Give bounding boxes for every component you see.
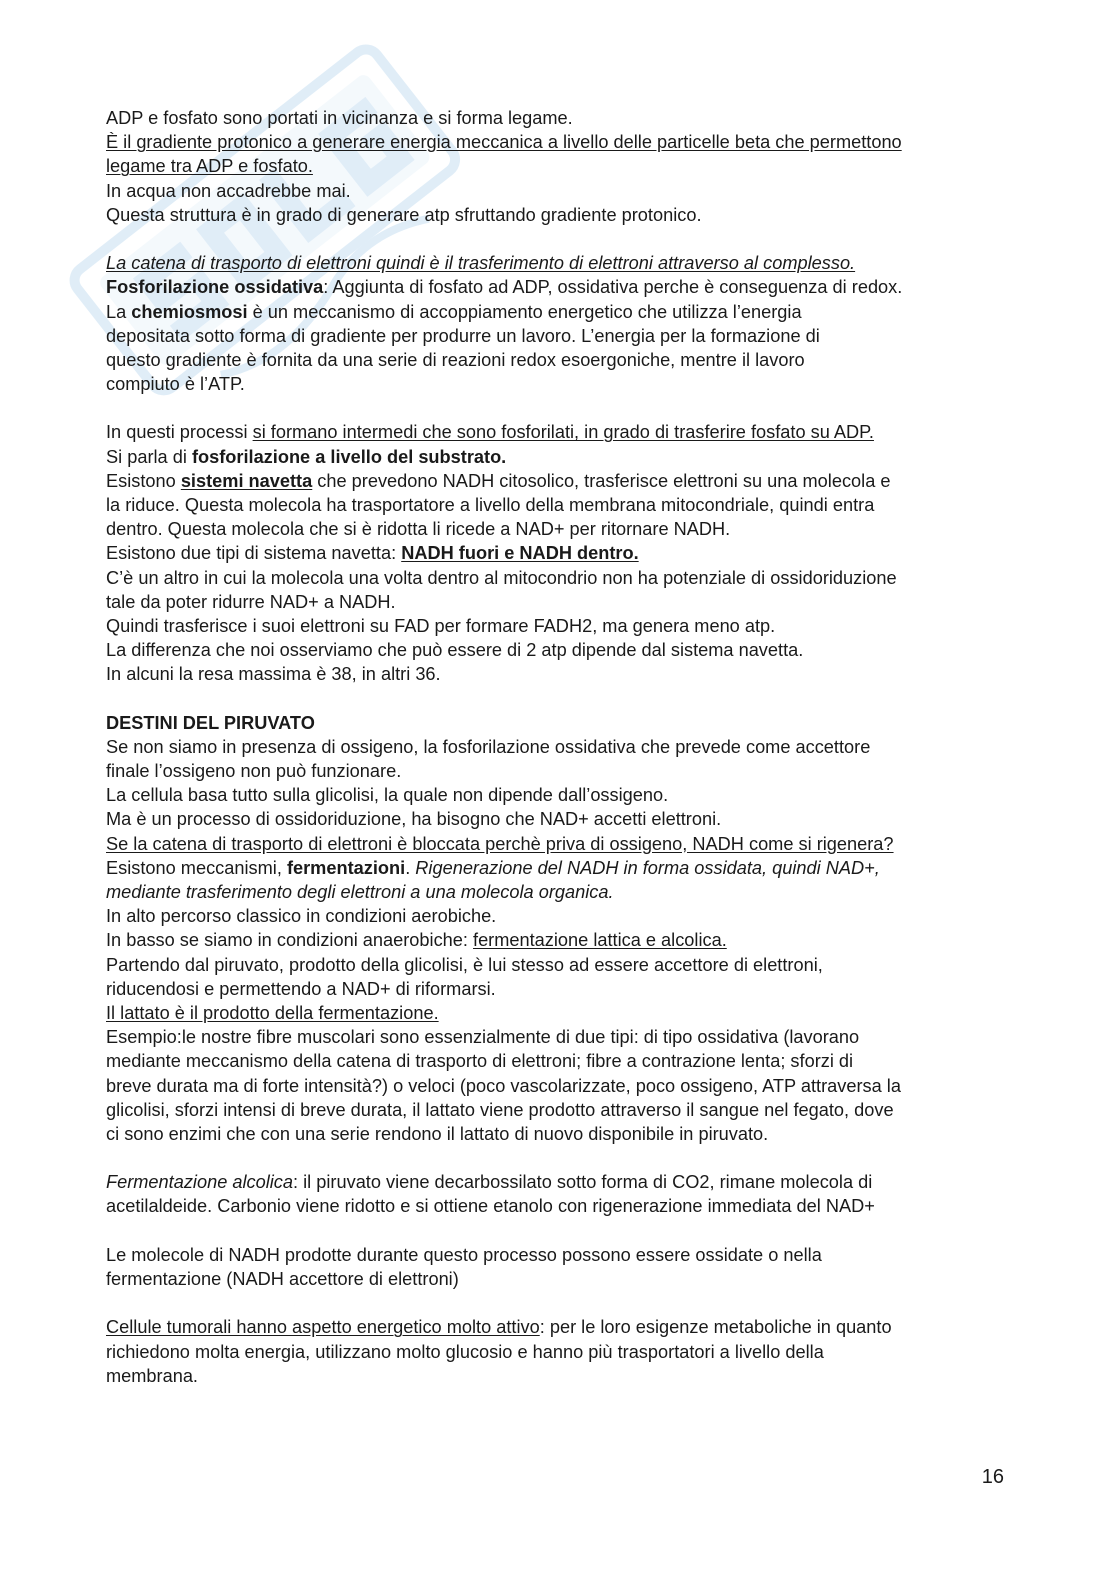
text-segment: si formano intermedi che sono fosforilati, in grado di trasferire fosfato su ADP. [252, 422, 874, 443]
blank-line [106, 1146, 1016, 1170]
text-line [106, 614, 1016, 638]
text-segment: mediante trasferimento degli elettroni a una molecola organica. [106, 882, 614, 902]
text-segment: Rigenerazione del NADH in forma ossidata, quindi NAD+, [415, 857, 880, 878]
text-line [106, 735, 1016, 759]
blank-line [106, 396, 1016, 420]
text-line [106, 420, 1016, 444]
text-line [106, 154, 1016, 178]
text-line [106, 493, 1016, 517]
text-segment: Esistono [106, 470, 181, 491]
text-segment: tale da poter ridurre NAD+ a NADH. [106, 591, 396, 612]
text-line [106, 445, 1016, 469]
text-line [106, 179, 1016, 203]
text-segment: In acqua non accadrebbe mai. [106, 180, 351, 201]
text-line [106, 348, 1016, 372]
page-number: 16 [981, 1466, 1004, 1488]
text-segment: finale l’ossigeno non può funzionare. [106, 761, 402, 782]
text-segment: Se la catena di trasporto di elettroni è bloccata perchè priva di ossigeno, NADH come si rigenera? [106, 833, 894, 854]
blank-line [106, 1291, 1016, 1315]
text-line [106, 759, 1016, 783]
text-segment: : Aggiunta di fosfato ad ADP, ossidativa perche è conseguenza di redox. [323, 277, 903, 298]
text-line [106, 324, 1016, 348]
text-segment: : il piruvato viene decarbossilato sotto forma di CO2, rimane molecola di [293, 1172, 873, 1193]
text-segment: compiuto è l’ATP. [106, 374, 245, 395]
text-line [106, 783, 1016, 807]
text-segment: La cellula basa tutto sulla glicolisi, la quale non dipende dall’ossigeno. [106, 785, 669, 806]
text-line [106, 1243, 1016, 1267]
text-line [106, 1074, 1016, 1098]
text-line [106, 1098, 1016, 1122]
text-line [106, 856, 1016, 880]
text-segment: chemiosmosi [131, 301, 248, 322]
text-segment: membrana. [106, 1365, 198, 1386]
text-segment: Se non siamo in presenza di ossigeno, la fosforilazione ossidativa che prevede come accettore [106, 736, 871, 757]
text-segment: Cellule tumorali hanno aspetto energetico molto attivo [106, 1317, 540, 1338]
text-line [106, 469, 1016, 493]
text-segment: glicolisi, sforzi intensi di breve durata, il lattato viene prodotto attraverso il sangue nel fegato, dove [106, 1099, 894, 1120]
text-line [106, 1315, 1016, 1339]
blank-line [106, 687, 1016, 711]
text-segment: depositata sotto forma di gradiente per produrre un lavoro. L’energia per la formazione di [106, 325, 820, 346]
text-segment: Fermentazione alcolica [106, 1172, 294, 1193]
text-segment: sistemi navetta [180, 470, 313, 491]
text-segment: NADH fuori e NADH dentro. [401, 543, 639, 564]
text-line [106, 832, 1016, 856]
text-segment: Esistono meccanismi, [106, 857, 287, 878]
text-line [106, 1340, 1016, 1364]
text-segment: Fosforilazione ossidativa [106, 277, 324, 298]
text-segment: fermentazione lattica e alcolica. [473, 930, 727, 951]
text-segment: ci sono enzimi che con una serie rendono il lattato di nuovo disponibile in piruvato. [106, 1123, 769, 1144]
text-segment: ADP e fosfato sono portati in vicinanza e si forma legame. [106, 108, 573, 128]
text-segment: In basso se siamo in condizioni anaerobiche: [106, 930, 474, 951]
text-segment: Il lattato è il prodotto della fermentazione. [106, 1002, 439, 1023]
text-segment: è un meccanismo di accoppiamento energetico che utilizza l’energia [247, 301, 802, 322]
text-line [106, 638, 1016, 662]
text-segment: Si parla di [106, 446, 192, 467]
text-segment: In alto percorso classico in condizioni aerobiche. [106, 906, 497, 927]
text-line [106, 1170, 1016, 1194]
text-segment: Esistono due tipi di sistema navetta: [106, 543, 402, 564]
text-segment: fermentazioni [286, 857, 406, 878]
text-segment: breve durata ma di forte intensità?) o veloci (poco vascolarizzate, poco ossigeno, ATP attraversa la [106, 1075, 901, 1096]
text-line [106, 372, 1016, 396]
text-segment: In questi processi [106, 422, 253, 443]
text-segment: legame tra ADP e fosfato. [106, 156, 313, 177]
text-segment: È il gradiente protonico a generare energia meccanica a livello delle particelle beta che permettono [106, 132, 902, 153]
text-segment: Quindi trasferisce i suoi elettroni su FAD per formare FADH2, ma genera meno atp. [106, 615, 776, 636]
text-line [106, 1025, 1016, 1049]
text-segment: fermentazione (NADH accettore di elettroni) [106, 1269, 459, 1289]
text-line [106, 1267, 1016, 1291]
text-segment: Ma è un processo di ossidoriduzione, ha bisogno che NAD+ accetti elettroni. [106, 809, 722, 830]
text-segment: La [106, 301, 132, 322]
text-segment: La catena di trasporto di elettroni quindi è il trasferimento di elettroni attraverso al complesso. [106, 253, 856, 274]
text-segment: richiedono molta energia, utilizzano molto glucosio e hanno più trasportatori a livello della [106, 1341, 824, 1362]
text-line [106, 106, 1016, 130]
text-line [106, 880, 1016, 904]
text-segment: C’è un altro in cui la molecola una volta dentro al mitocondrio non ha potenziale di ossidoriduzione [106, 567, 897, 588]
text-segment: dentro. Questa molecola che si è ridotta li ricede a NAD+ per ritornare NADH. [106, 519, 731, 540]
text-line [106, 251, 1016, 275]
text-line [106, 590, 1016, 614]
text-line [106, 541, 1016, 565]
text-segment: : per le loro esigenze metaboliche in quanto [539, 1317, 892, 1338]
text-line [106, 662, 1016, 686]
text-segment: riducendosi e permettendo a NAD+ di riformarsi. [106, 978, 496, 999]
text-segment: mediante meccanismo della catena di trasporto di elettroni; fibre a contrazione lenta; sforzi di [106, 1051, 854, 1072]
text-segment: . [405, 857, 416, 878]
text-segment: Questa struttura è in grado di generare atp sfruttando gradiente protonico. [106, 204, 702, 225]
text-segment: Le molecole di NADH prodotte durante questo processo possono essere ossidate o nella [106, 1244, 822, 1265]
document-body [106, 106, 1016, 1388]
text-segment: Esempio:le nostre fibre muscolari sono essenzialmente di due tipi: di tipo ossidativa (lavorano [106, 1027, 860, 1048]
text-segment: DESTINI DEL PIRUVATO [106, 712, 315, 733]
text-line [106, 928, 1016, 952]
text-line [106, 711, 1016, 735]
text-segment: questo gradiente è fornita da una serie di reazioni redox esoergoniche, mentre il lavoro [106, 349, 805, 370]
text-line [106, 953, 1016, 977]
text-segment: che prevedono NADH citosolico, trasferisce elettroni su una molecola e [312, 470, 891, 491]
text-line [106, 1001, 1016, 1025]
text-line [106, 1194, 1016, 1218]
text-line [106, 1364, 1016, 1388]
text-line [106, 566, 1016, 590]
text-line [106, 1049, 1016, 1073]
text-line [106, 130, 1016, 154]
text-segment: La differenza che noi osserviamo che può essere di 2 atp dipende dal sistema navetta. [106, 640, 804, 661]
text-segment: fosforilazione a livello del substrato. [191, 446, 507, 467]
text-segment: la riduce. Questa molecola ha trasportatore a livello della membrana mitocondriale, quindi entra [106, 495, 875, 515]
text-line [106, 275, 1016, 299]
text-line [106, 977, 1016, 1001]
blank-line [106, 1219, 1016, 1243]
text-segment: Partendo dal piruvato, prodotto della glicolisi, è lui stesso ad essere accettore di elettroni, [106, 954, 823, 975]
text-line [106, 203, 1016, 227]
blank-line [106, 227, 1016, 251]
text-line [106, 807, 1016, 831]
text-segment: In alcuni la resa massima è 38, in altri 36. [106, 664, 441, 685]
text-line [106, 517, 1016, 541]
text-segment: acetilaldeide. Carbonio viene ridotto e si ottiene etanolo con rigenerazione immediata del NAD+ [106, 1196, 875, 1217]
text-line [106, 300, 1016, 324]
text-line [106, 904, 1016, 928]
text-line [106, 1122, 1016, 1146]
